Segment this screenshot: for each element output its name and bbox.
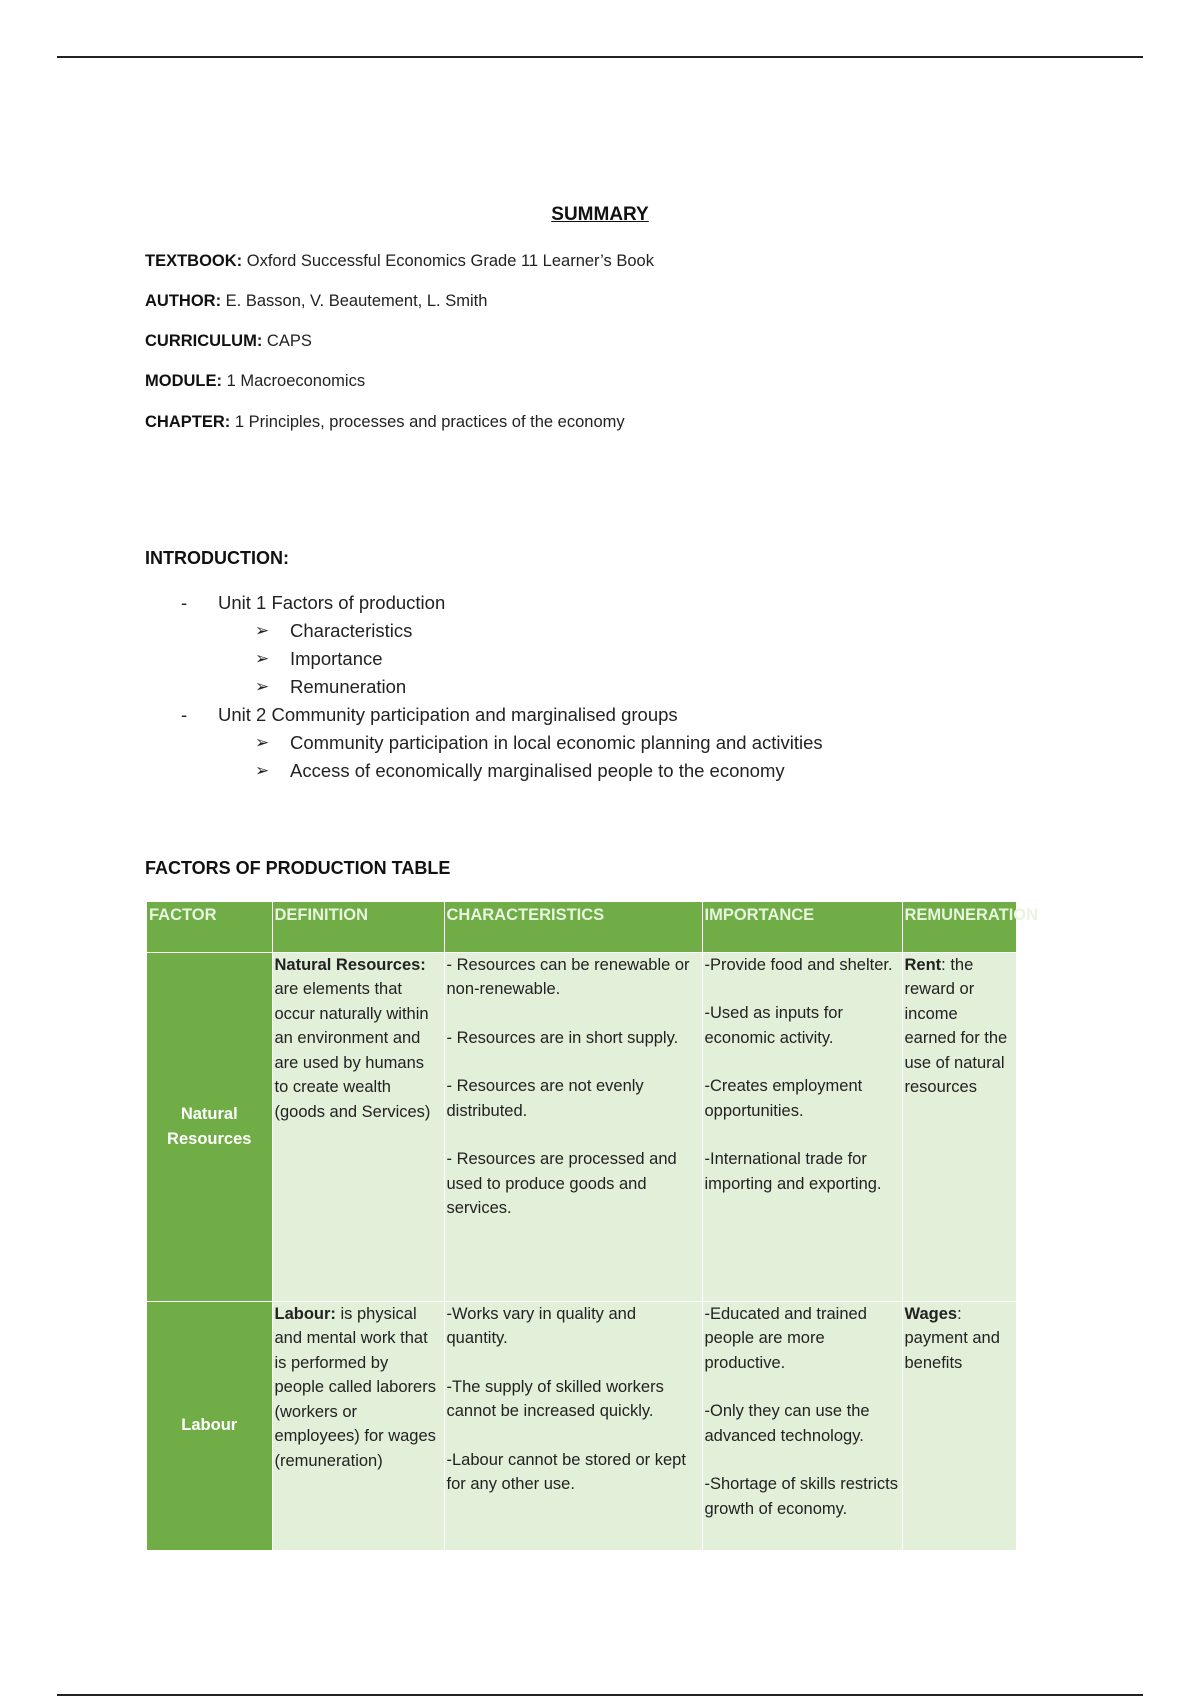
meta-module — [145, 372, 365, 391]
arrow-bullet-icon: ➢ — [255, 733, 270, 752]
importance-item: -Shortage of skills restricts growth of economy. — [704, 1475, 898, 1518]
remuneration-cell — [902, 952, 1016, 1301]
dash-bullet: - — [181, 704, 188, 725]
unit-item — [145, 589, 1045, 617]
characteristic-item: -Labour cannot be stored or kept for any other use. — [446, 1450, 686, 1493]
table-header-row — [147, 902, 1016, 952]
characteristic-item: -Works vary in quality and quantity. — [446, 1304, 637, 1347]
importance-item: -Creates employment opportunities. — [704, 1077, 863, 1120]
meta-chapter-label: CHAPTER: — [145, 413, 231, 431]
definition-term: Labour: — [274, 1304, 336, 1323]
importance-cell — [702, 952, 902, 1301]
remuneration-term: Wages — [904, 1304, 958, 1323]
importance-item: -International trade for importing and exporting. — [704, 1150, 882, 1193]
meta-chapter-value: 1 Principles, processes and practices of the economy — [234, 413, 625, 431]
page-title: SUMMARY — [551, 204, 649, 225]
arrow-bullet-icon: ➢ — [255, 761, 270, 780]
definition-cell — [272, 952, 444, 1301]
sub-item-label: Access of economically marginalised people to the economy — [290, 760, 785, 781]
remuneration-term: Rent — [904, 955, 942, 974]
factors-table — [147, 902, 1039, 1550]
sub-item-label: Remuneration — [290, 676, 407, 697]
sub-item — [145, 757, 1045, 785]
characteristics-cell — [444, 1301, 702, 1550]
importance-item: -Educated and trained people are more productive. — [704, 1304, 867, 1372]
importance-cell — [702, 1301, 902, 1550]
sub-item-label: Community participation in local economic planning and activities — [290, 732, 823, 753]
factor-cell: Labour — [147, 1301, 272, 1550]
importance-item: -Provide food and shelter. — [704, 955, 893, 974]
unit-label: Unit 2 Community participation and marginalised groups — [218, 704, 678, 725]
definition-term: Natural Resources: — [274, 955, 426, 974]
definition-cell — [272, 1301, 444, 1550]
sub-item-label: Importance — [290, 648, 383, 669]
arrow-bullet-icon: ➢ — [255, 621, 270, 640]
meta-curriculum — [145, 332, 312, 351]
meta-textbook-value: Oxford Successful Economics Grade 11 Learner’s Book — [246, 252, 654, 270]
sub-item — [145, 645, 1045, 673]
meta-curriculum-label: CURRICULUM: — [145, 332, 263, 350]
importance-item: -Used as inputs for economic activity. — [704, 1004, 843, 1047]
characteristics-cell — [444, 952, 702, 1301]
table-row — [147, 952, 1016, 1301]
meta-module-value: 1 Macroeconomics — [226, 372, 366, 390]
meta-curriculum-value: CAPS — [266, 332, 312, 350]
remuneration-cell — [902, 1301, 1016, 1550]
sub-item — [145, 673, 1045, 701]
column-header-factor: FACTOR — [147, 902, 272, 952]
table-row — [147, 1301, 1016, 1550]
meta-author — [145, 292, 487, 311]
arrow-bullet-icon: ➢ — [255, 677, 270, 696]
dash-bullet: - — [181, 592, 188, 613]
column-header-characteristics: CHARACTERISTICS — [444, 902, 702, 952]
meta-textbook — [145, 252, 654, 271]
column-header-definition: DEFINITION — [272, 902, 444, 952]
characteristic-item: - Resources are processed and used to produce goods and services. — [446, 1150, 677, 1217]
sub-item — [145, 729, 1045, 757]
column-header-remuneration: REMUNERATION — [902, 902, 1016, 952]
meta-textbook-label: TEXTBOOK: — [145, 252, 243, 270]
definition-text: are elements that occur naturally within an environment and are used by humans to create wealth (goods and Services) — [274, 980, 431, 1121]
introduction-heading: INTRODUCTION: — [145, 548, 289, 568]
meta-author-label: AUTHOR: — [145, 292, 222, 310]
meta-chapter — [145, 413, 625, 432]
column-header-importance: IMPORTANCE — [702, 902, 902, 952]
sub-item — [145, 617, 1045, 645]
importance-item: -Only they can use the advanced technology. — [704, 1402, 870, 1445]
remuneration-text: : the reward or income earned for the use of natural resources — [904, 955, 1008, 1096]
characteristic-item: - Resources are in short supply. — [446, 1028, 679, 1047]
characteristic-item: -The supply of skilled workers cannot be increased quickly. — [446, 1377, 664, 1420]
top-rule — [57, 56, 1143, 58]
definition-text: is physical and mental work that is performed by people called laborers (workers or employees) for wages (remuneration) — [274, 1304, 436, 1470]
unit-item — [145, 701, 1045, 729]
factor-cell: Natural Resources — [147, 952, 272, 1301]
characteristic-item: - Resources are not evenly distributed. — [446, 1077, 644, 1120]
meta-author-value: E. Basson, V. Beautement, L. Smith — [225, 292, 488, 310]
sub-item-label: Characteristics — [290, 620, 413, 641]
unit-label: Unit 1 Factors of production — [218, 592, 446, 613]
arrow-bullet-icon: ➢ — [255, 649, 270, 668]
table-heading: FACTORS OF PRODUCTION TABLE — [145, 858, 451, 878]
characteristic-item: - Resources can be renewable or non-renewable. — [446, 955, 690, 998]
remuneration-text: : payment and benefits — [904, 1304, 1000, 1372]
bottom-rule — [57, 1694, 1143, 1696]
meta-module-label: MODULE: — [145, 372, 222, 390]
introduction-list — [145, 589, 1045, 785]
